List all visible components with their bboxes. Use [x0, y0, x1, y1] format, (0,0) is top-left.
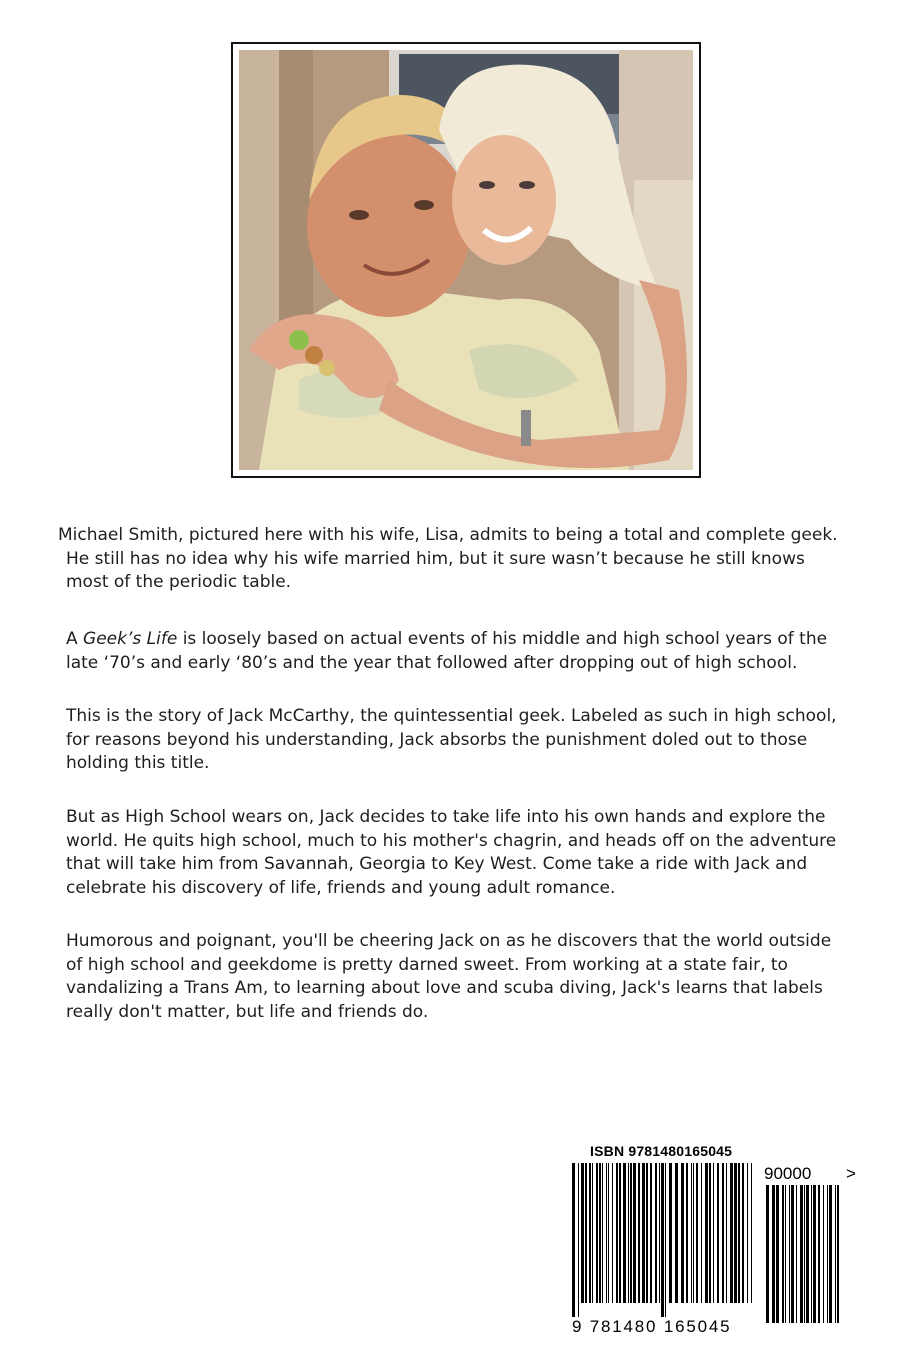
text-line: for reasons beyond his understanding, Jack absorbs the punishment doled out to those [66, 729, 808, 750]
barcode-bar [581, 1163, 584, 1303]
summary-paragraph [66, 930, 831, 1024]
text-line: Humorous and poignant, you'll be cheering Jack on as he discovers that the world outside [66, 931, 832, 951]
barcode-bar [619, 1163, 621, 1303]
barcode-bar [623, 1163, 626, 1303]
barcode-bar [726, 1163, 727, 1303]
barcode-bar [633, 1163, 636, 1303]
barcode-bar [661, 1163, 664, 1317]
barcode-bar [837, 1185, 839, 1323]
author-photo-frame [231, 42, 701, 478]
barcode-bar [800, 1185, 803, 1323]
price-arrow-icon: > [846, 1164, 856, 1183]
barcode-bar [650, 1163, 652, 1303]
barcode-bar [696, 1163, 698, 1303]
barcode-bar [665, 1163, 666, 1317]
barcode-bar [638, 1163, 640, 1303]
barcode-bar [612, 1163, 613, 1303]
barcode-bar [705, 1163, 708, 1303]
barcode-bar [796, 1185, 797, 1323]
barcode-bar [675, 1163, 678, 1303]
text-line: Michael Smith, pictured here with his wife, Lisa, admits to being a total and complete geek. [58, 525, 838, 545]
text-line: late ‘70’s and early ‘80’s and the year that followed after dropping out of high school. [66, 652, 798, 673]
barcode-bar [602, 1163, 603, 1303]
barcode-bar [818, 1185, 820, 1323]
barcode-bar [813, 1185, 816, 1323]
barcode-bar [693, 1163, 694, 1303]
adventure-paragraph [66, 806, 836, 900]
barcode-bar [659, 1163, 660, 1303]
barcode-bar [734, 1163, 737, 1303]
barcode-bar [785, 1185, 786, 1323]
barcode-bar [691, 1163, 692, 1303]
author-photo [239, 50, 693, 470]
barcode-bar [827, 1185, 828, 1323]
barcode-bar [572, 1163, 575, 1317]
barcode-bar [686, 1163, 688, 1303]
barcode-bar [747, 1163, 748, 1303]
barcode-bar [742, 1163, 744, 1303]
isbn-label: ISBN 9781480165045 [590, 1143, 733, 1159]
barcode-bar [589, 1163, 591, 1303]
barcode-bar [608, 1163, 609, 1303]
story-intro-paragraph [66, 705, 837, 776]
barcode-bar [804, 1185, 805, 1323]
price-code: 90000 [764, 1164, 812, 1183]
barcode-bar [811, 1185, 812, 1323]
text-line: This is the story of Jack McCarthy, the quintessential geek. Labeled as such in high school, [66, 706, 837, 726]
author-bio-paragraph [58, 524, 838, 595]
text-line: world. He quits high school, much to his mother's chagrin, and heads off on the adventure [66, 830, 837, 851]
barcode-bar [606, 1163, 607, 1303]
barcode-bar [642, 1163, 645, 1303]
barcode-bar [791, 1185, 794, 1323]
text-line: really don't matter, but life and friends do. [66, 1001, 429, 1022]
barcode-bar [628, 1163, 629, 1303]
barcode-bar [730, 1163, 733, 1303]
barcode-bar [655, 1163, 657, 1303]
text-line: But as High School wears on, Jack decides to take life into his own hands and explore the [66, 807, 826, 827]
barcode-bar [782, 1185, 784, 1323]
barcode-bar [596, 1163, 598, 1303]
barcode-bar [585, 1163, 587, 1303]
isbn-digits: 9 781480 165045 [572, 1317, 732, 1336]
barcode-bar [616, 1163, 618, 1303]
book-basis-paragraph [66, 628, 827, 675]
barcode-bar [751, 1163, 752, 1303]
text-line: most of the periodic table. [66, 572, 292, 592]
barcode-bar [829, 1185, 832, 1323]
text-line: that will take him from Savannah, Georgia to Key West. Come take a ride with Jack and [66, 854, 808, 874]
text-line: A Geek’s Life is loosely based on actual events of his middle and high school years of the [66, 629, 828, 649]
barcode-bar [835, 1185, 836, 1323]
text-line: celebrate his discovery of life, friends and young adult romance. [66, 877, 616, 898]
barcode-bar [823, 1185, 824, 1323]
text-line: holding this title. [66, 753, 210, 773]
text-line: vandalizing a Trans Am, to learning about love and scuba diving, Jack's learns that labels [66, 978, 823, 998]
barcode-bar [722, 1163, 724, 1303]
text-line: of high school and geekdome is pretty darned sweet. From working at a state fair, to [66, 954, 788, 975]
barcode-bar [776, 1185, 779, 1323]
barcode-bar [578, 1163, 579, 1317]
barcode-bar [592, 1163, 593, 1303]
barcode-bar [772, 1185, 775, 1323]
barcode-bar [599, 1163, 601, 1303]
barcode-bar [669, 1163, 672, 1303]
barcode-bar [701, 1163, 702, 1303]
barcode-bar [681, 1163, 684, 1303]
barcode-bar [717, 1163, 719, 1303]
barcode-bars-addon [764, 1185, 844, 1337]
text-line: He still has no idea why his wife married him, but it sure wasn’t because he still knows [66, 548, 805, 569]
barcode-bar [709, 1163, 711, 1303]
book-title: Geek’s Life [83, 629, 178, 649]
isbn-barcode [570, 1143, 870, 1343]
barcode-bar [806, 1185, 809, 1323]
barcode-bars-main [570, 1163, 756, 1317]
barcode-bar [738, 1163, 740, 1303]
barcode-bar [713, 1163, 714, 1303]
barcode-bar [630, 1163, 632, 1303]
barcode-bar [766, 1185, 769, 1323]
barcode-bar [789, 1185, 790, 1323]
barcode-bar [646, 1163, 648, 1303]
